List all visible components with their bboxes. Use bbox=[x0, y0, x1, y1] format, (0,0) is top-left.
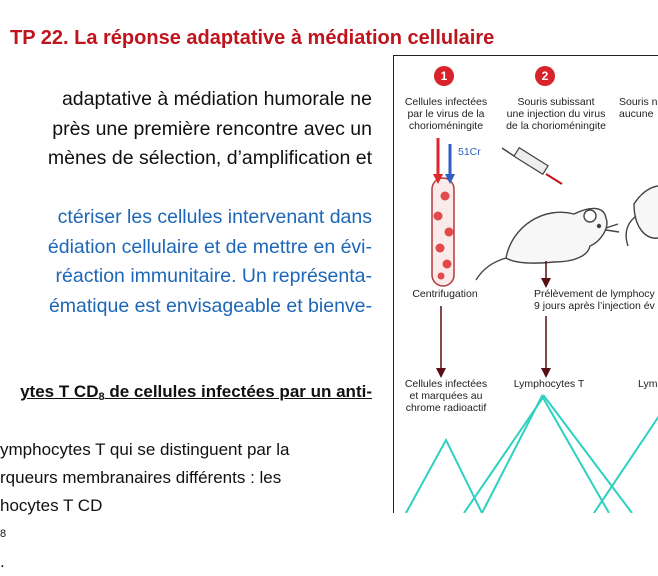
body-line: ymphocytes T qui se distinguent par la bbox=[0, 440, 290, 459]
objective-line: édiation cellulaire et de mettre en évi- bbox=[47, 235, 372, 258]
objective-line: ctériser les cellules intervenant dans bbox=[57, 206, 372, 228]
objective-paragraph bbox=[0, 203, 372, 321]
syringe-icon bbox=[502, 148, 562, 184]
step-number: 2 bbox=[535, 66, 555, 86]
experiment-figure bbox=[393, 55, 658, 513]
mouse-icon bbox=[626, 186, 658, 246]
caption-mouse-injection: Souris subissant une injection du virus de la chorioméningite bbox=[506, 96, 606, 132]
caption-mouse-none: Souris n aucune bbox=[619, 96, 658, 120]
caption-lymphocytes-partial: Lym bbox=[638, 378, 658, 390]
chromium-label: 51Cr bbox=[458, 146, 481, 158]
caption-lymphocytes-t: Lymphocytes T bbox=[513, 378, 585, 390]
objective-line: réaction immunitaire. Un représenta- bbox=[55, 265, 372, 287]
mouse-icon bbox=[476, 208, 619, 280]
intro-line: adaptative à médiation humorale ne bbox=[61, 88, 372, 110]
intro-line: mènes de sélection, d’amplification et bbox=[47, 147, 372, 169]
caption-lymphocyte-sampling: Prélèvement de lymphocy 9 jours après l’injection év bbox=[534, 288, 655, 312]
intro-paragraph bbox=[0, 85, 372, 174]
body-line: hocytes T CD 8 . bbox=[0, 496, 103, 571]
step-number: 1 bbox=[434, 66, 454, 86]
body-paragraph bbox=[0, 436, 372, 576]
body-line: rqueurs membranaires différents : les bbox=[0, 468, 282, 487]
caption-centrifugation: Centrifugation bbox=[412, 288, 478, 300]
section-heading: ytes T $CD_8$ de cellules infectées par un anti- bbox=[20, 382, 372, 403]
objective-line: ématique est envisageable et bienve- bbox=[48, 294, 372, 317]
page-title: TP 22. La réponse adaptative à médiation cellulaire bbox=[10, 27, 495, 49]
injection-arrows-icon bbox=[433, 138, 455, 184]
caption-labelled-cells: Cellules infectées et marquées au chrome radioactif bbox=[404, 378, 488, 414]
caption-infected-cells: Cellules infectées par le virus de la chorioméningite bbox=[404, 96, 488, 132]
intro-line: près une première rencontre avec un bbox=[52, 117, 372, 140]
test-tube-icon bbox=[432, 178, 454, 286]
